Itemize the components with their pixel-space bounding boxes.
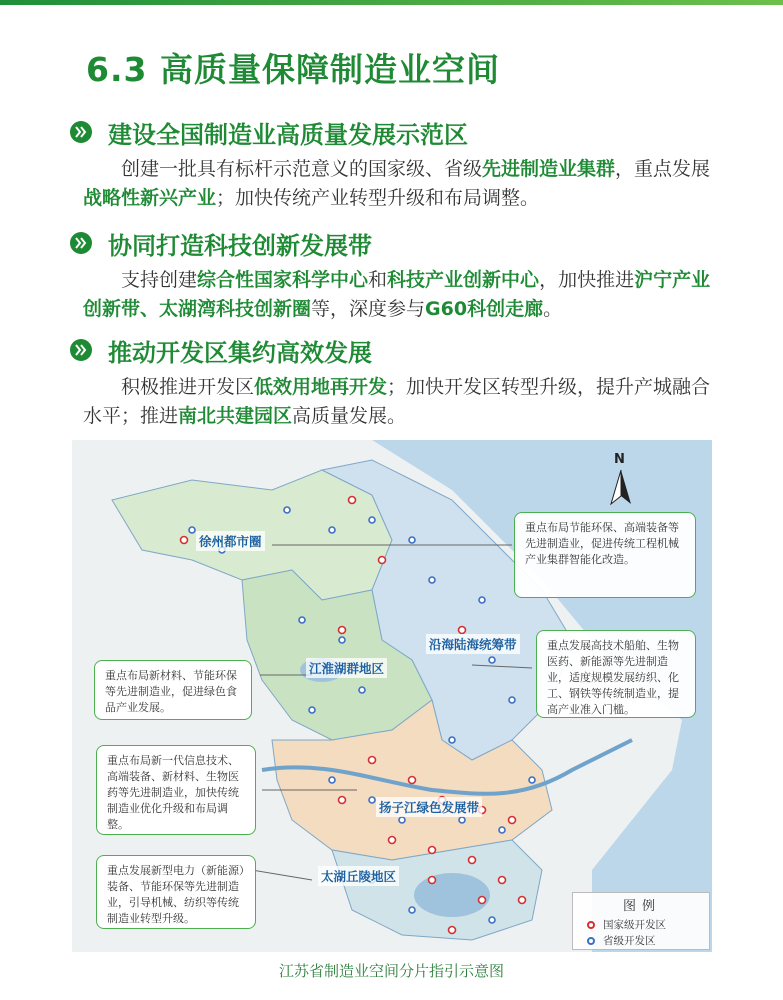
section-2-header [70,226,730,260]
region-label-jianghuai: 江淮湖群地区 [306,658,387,678]
text: 积极推进开发区 [121,376,255,398]
highlight-text: 沪宁产业创新带、太湖湾科技创新圈 [83,269,711,320]
text: 高质量发展。 [292,405,407,427]
callout-xuzhou: 重点布局节能环保、高端装备等先进制造业，促进传统工程机械产业集群智能化改造。 [514,512,696,598]
section-1-paragraph [83,155,728,213]
north-label: N [614,452,625,467]
chevron-right-icon [70,339,92,361]
text: ；加快传统产业转型升级和布局调整。 [216,187,540,209]
highlight-text: 科技产业创新中心 [387,269,540,291]
section-3 [70,333,730,431]
section-2-paragraph [83,266,728,324]
section-3-paragraph [83,373,728,431]
provincial-dot-icon [587,937,595,945]
region-label-coast: 沿海陆海统筹带 [426,634,520,654]
lake-taihu [414,873,490,917]
section-3-title: 推动开发区集约高效发展 [108,338,372,367]
text: 等，深度参与 [311,298,426,320]
national-dot-icon [587,921,595,929]
region-label-xuzhou: 徐州都市圈 [196,531,265,551]
callout-coast: 重点发展高技术船舶、生物医药、新能源等先进制造业，适度规模发展纺织、化工、钢铁等传统制造业，提高产业准入门槛。 [536,630,696,718]
section-3-header [70,333,730,367]
section-2 [70,226,730,324]
region-label-yangtze: 扬子江绿色发展带 [376,797,482,817]
top-accent-bar [0,0,783,5]
section-1-header [70,115,730,149]
callout-yangtze: 重点布局新一代信息技术、高端装备、新材料、生物医药等先进制造业，加快传统制造业优化升级和布局调整。 [96,745,256,835]
legend-national-label: 国家级开发区 [603,919,666,931]
callout-jianghuai: 重点布局新材料、节能环保等先进制造业，促进绿色食品产业发展。 [94,660,252,720]
highlight-text: 南北共建园区 [178,405,293,427]
chevron-right-icon [70,232,92,254]
text: ，加快推进 [539,269,635,291]
highlight-text: 先进制造业集群 [482,158,616,180]
legend-row-national [587,917,666,932]
highlight-text: 低效用地再开发 [254,376,388,398]
highlight-text: 综合性国家科学中心 [197,269,369,291]
text: 。 [543,298,563,320]
legend-row-provincial [587,933,656,948]
chevron-right-icon [70,121,92,143]
legend-title: 图例 [622,899,661,914]
legend-provincial-label: 省级开发区 [603,935,656,947]
highlight-text: 战略性新兴产业 [83,187,217,209]
text: 支持创建 [121,269,198,291]
text: ；加快开发区转型升级，提升产城融合水平；推进 [83,376,711,427]
text: 和 [368,269,388,291]
map-legend [572,892,710,950]
page-title: 6.3 高质量保障制造业空间 [86,50,500,89]
highlight-text: G60科创走廊 [425,298,544,320]
text: 创建一批具有标杆示范意义的国家级、省级 [121,158,483,180]
region-label-taihu: 太湖丘陵地区 [318,866,399,886]
text: ，重点发展 [615,158,711,180]
section-1-title: 建设全国制造业高质量发展示范区 [108,120,468,149]
map-caption: 江苏省制造业空间分片指引示意图 [278,962,504,980]
section-2-title: 协同打造科技创新发展带 [108,231,372,260]
callout-taihu: 重点发展新型电力（新能源）装备、节能环保等先进制造业，引导机械、纺织等传统制造业转型升级。 [96,855,256,929]
section-1 [70,115,730,213]
